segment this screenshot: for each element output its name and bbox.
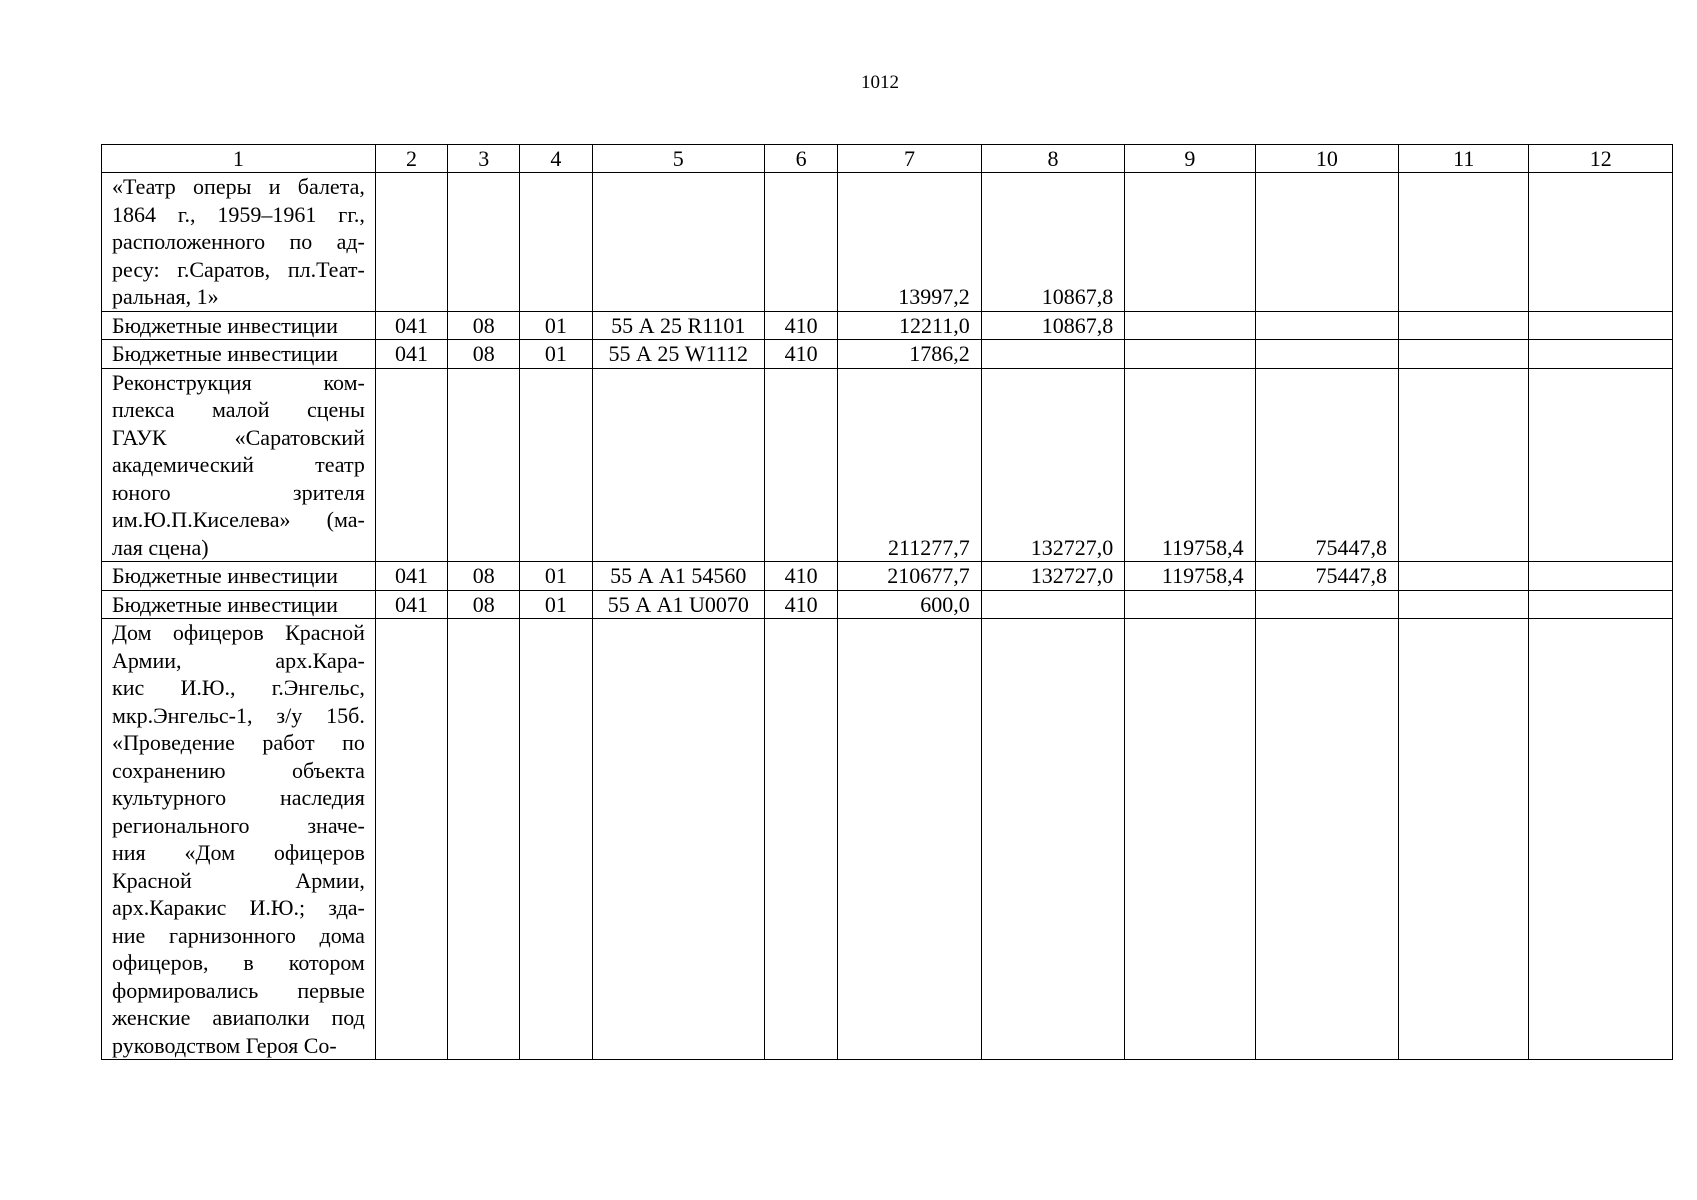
- amount-cell-c7: [838, 619, 981, 1060]
- description-line: расположенного по ад-: [112, 229, 365, 254]
- header-cell: 12: [1529, 145, 1673, 173]
- row-description-cell: [102, 562, 376, 591]
- code-cell-c5: 55 А А1 U0070: [592, 590, 765, 619]
- amount-cell-c9: 119758,4: [1125, 562, 1255, 591]
- description-line: лая сцена): [112, 534, 209, 560]
- amount-cell-c12: [1529, 562, 1673, 591]
- amount-cell-c11: [1399, 311, 1529, 340]
- amount-cell-c11: [1399, 619, 1529, 1060]
- header-cell: 11: [1399, 145, 1529, 173]
- header-cell: 10: [1255, 145, 1398, 173]
- description-line: Армии, арх.Кара-: [112, 647, 365, 673]
- code-cell-c6: [765, 173, 838, 312]
- amount-cell-c11: [1399, 562, 1529, 591]
- table-row: [102, 562, 1673, 591]
- table-row: [102, 173, 1673, 312]
- description-line: культурного наследия: [112, 785, 365, 810]
- code-cell-c3: 08: [448, 311, 520, 340]
- description-line: ресу: г.Саратов, пл.Теат-: [112, 256, 365, 282]
- code-cell-c2: 041: [375, 311, 447, 340]
- amount-cell-c7: 12211,0: [838, 311, 981, 340]
- code-cell-c6: [765, 368, 838, 562]
- code-cell-c2: [375, 619, 447, 1060]
- header-cell: 4: [520, 145, 592, 173]
- code-cell-c4: 01: [520, 311, 592, 340]
- amount-cell-c7: 211277,7: [838, 368, 981, 562]
- amount-cell-c12: [1529, 340, 1673, 369]
- code-cell-c6: 410: [765, 311, 838, 340]
- page-number: 1012: [861, 72, 899, 93]
- header-cell: 2: [375, 145, 447, 173]
- description-line: регионального значе-: [112, 812, 365, 838]
- header-cell: 7: [838, 145, 981, 173]
- code-cell-c6: 410: [765, 340, 838, 369]
- header-cell: 1: [102, 145, 376, 173]
- description-line: плекса малой сцены: [112, 397, 365, 422]
- row-description-cell: [102, 173, 376, 312]
- header-cell: 6: [765, 145, 838, 173]
- amount-cell-c9: 119758,4: [1125, 368, 1255, 562]
- row-description-cell: [102, 311, 376, 340]
- description-line: руководством Героя Со-: [112, 1032, 337, 1058]
- amount-cell-c7: 1786,2: [838, 340, 981, 369]
- row-description-cell: [102, 590, 376, 619]
- amount-cell-c12: [1529, 311, 1673, 340]
- header-cell: 8: [981, 145, 1124, 173]
- code-cell-c4: [520, 173, 592, 312]
- description-line: женские авиаполки под: [112, 1005, 365, 1030]
- amount-cell-c9: [1125, 340, 1255, 369]
- description-line: формировались первые: [112, 977, 365, 1003]
- amount-cell-c7: 600,0: [838, 590, 981, 619]
- code-cell-c3: 08: [448, 562, 520, 591]
- amount-cell-c10: 75447,8: [1255, 368, 1398, 562]
- code-cell-c4: 01: [520, 590, 592, 619]
- amount-cell-c9: [1125, 590, 1255, 619]
- description-line: Бюджетные инвестиции: [112, 341, 338, 366]
- amount-cell-c9: [1125, 619, 1255, 1060]
- code-cell-c4: 01: [520, 340, 592, 369]
- amount-cell-c10: [1255, 619, 1398, 1060]
- code-cell-c5: [592, 619, 765, 1060]
- table-row: [102, 368, 1673, 562]
- amount-cell-c8: [981, 340, 1124, 369]
- description-line: ГАУК «Саратовский: [112, 424, 365, 450]
- code-cell-c2: 041: [375, 590, 447, 619]
- code-cell-c2: 041: [375, 562, 447, 591]
- amount-cell-c7: 210677,7: [838, 562, 981, 591]
- code-cell-c2: [375, 368, 447, 562]
- code-cell-c6: [765, 619, 838, 1060]
- code-cell-c6: 410: [765, 562, 838, 591]
- amount-cell-c8: [981, 619, 1124, 1060]
- amount-cell-c9: [1125, 173, 1255, 312]
- description-line: сохранению объекта: [112, 757, 365, 783]
- amount-cell-c11: [1399, 590, 1529, 619]
- amount-cell-c12: [1529, 590, 1673, 619]
- description-line: «Театр оперы и балета,: [112, 174, 365, 199]
- code-cell-c4: [520, 368, 592, 562]
- description-line: 1864 г., 1959–1961 гг.,: [112, 201, 365, 227]
- amount-cell-c10: [1255, 590, 1398, 619]
- description-line: Реконструкция ком-: [112, 369, 365, 395]
- code-cell-c3: [448, 619, 520, 1060]
- description-line: офицеров, в котором: [112, 950, 365, 975]
- description-line: мкр.Энгельс-1, з/у 15б.: [112, 702, 365, 728]
- amount-cell-c8: 10867,8: [981, 311, 1124, 340]
- description-line: Бюджетные инвестиции: [112, 563, 338, 588]
- code-cell-c5: 55 А А1 54560: [592, 562, 765, 591]
- amount-cell-c11: [1399, 173, 1529, 312]
- row-description-cell: [102, 340, 376, 369]
- row-description-cell: [102, 368, 376, 562]
- header-cell: 3: [448, 145, 520, 173]
- amount-cell-c11: [1399, 340, 1529, 369]
- amount-cell-c12: [1529, 173, 1673, 312]
- code-cell-c5: [592, 368, 765, 562]
- amount-cell-c9: [1125, 311, 1255, 340]
- table-header-row: [102, 145, 1673, 173]
- code-cell-c6: 410: [765, 590, 838, 619]
- amount-cell-c10: [1255, 173, 1398, 312]
- header-cell: 9: [1125, 145, 1255, 173]
- code-cell-c3: 08: [448, 340, 520, 369]
- description-line: академический театр: [112, 452, 365, 477]
- description-line: юного зрителя: [112, 479, 365, 505]
- header-cell: 5: [592, 145, 765, 173]
- code-cell-c2: 041: [375, 340, 447, 369]
- table-row: [102, 619, 1673, 1060]
- amount-cell-c12: [1529, 619, 1673, 1060]
- description-line: им.Ю.П.Киселева» (ма-: [112, 507, 365, 532]
- description-line: ние гарнизонного дома: [112, 922, 365, 948]
- code-cell-c5: 55 А 25 R1101: [592, 311, 765, 340]
- code-cell-c3: [448, 368, 520, 562]
- amount-cell-c10: 75447,8: [1255, 562, 1398, 591]
- description-line: Дом офицеров Красной: [112, 620, 365, 645]
- description-line: Бюджетные инвестиции: [112, 591, 338, 617]
- budget-table: [101, 144, 1673, 1060]
- description-line: ральная, 1»: [112, 284, 219, 309]
- table-row: [102, 590, 1673, 619]
- code-cell-c3: [448, 173, 520, 312]
- description-line: Красной Армии,: [112, 867, 365, 893]
- code-cell-c4: [520, 619, 592, 1060]
- code-cell-c5: [592, 173, 765, 312]
- table-row: [102, 311, 1673, 340]
- amount-cell-c7: 13997,2: [838, 173, 981, 312]
- description-line: кис И.Ю., г.Энгельс,: [112, 675, 365, 700]
- code-cell-c2: [375, 173, 447, 312]
- description-line: ния «Дом офицеров: [112, 840, 365, 865]
- amount-cell-c11: [1399, 368, 1529, 562]
- code-cell-c5: 55 А 25 W1112: [592, 340, 765, 369]
- row-description-cell: [102, 619, 376, 1060]
- amount-cell-c8: [981, 590, 1124, 619]
- code-cell-c4: 01: [520, 562, 592, 591]
- description-line: арх.Каракис И.Ю.; зда-: [112, 895, 365, 920]
- code-cell-c3: 08: [448, 590, 520, 619]
- amount-cell-c10: [1255, 340, 1398, 369]
- amount-cell-c10: [1255, 311, 1398, 340]
- amount-cell-c8: 10867,8: [981, 173, 1124, 312]
- amount-cell-c12: [1529, 368, 1673, 562]
- amount-cell-c8: 132727,0: [981, 562, 1124, 591]
- description-line: Бюджетные инвестиции: [112, 312, 338, 338]
- description-line: «Проведение работ по: [112, 730, 365, 755]
- table-row: [102, 340, 1673, 369]
- amount-cell-c8: 132727,0: [981, 368, 1124, 562]
